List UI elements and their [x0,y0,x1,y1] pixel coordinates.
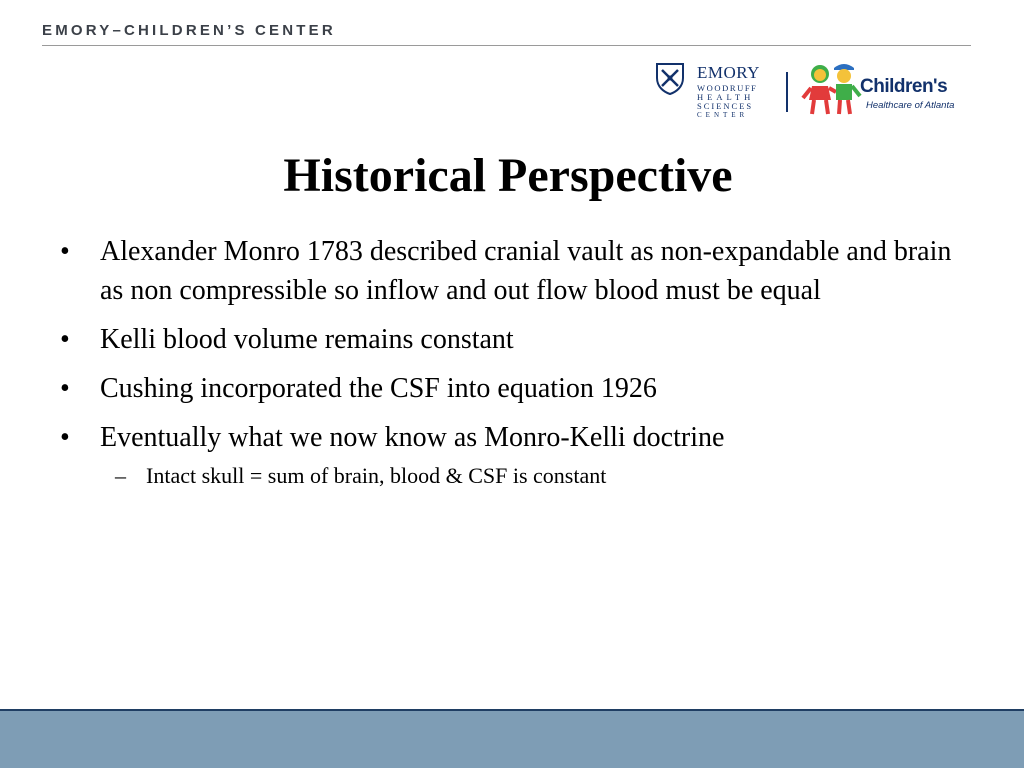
childrens-logo [800,60,980,120]
bullet-item [58,232,958,310]
emory-logo [655,62,770,130]
emory-sub-line: SCIENCES [697,101,754,111]
bullet-text: Eventually what we now know as Monro-Kelli doctrine [100,422,725,453]
emory-sub-line: CENTER [697,111,749,119]
emory-sub-line: HEALTH [697,92,755,102]
bullet-text: Kelli blood volume remains constant [100,324,514,355]
bullet-text: Alexander Monro 1783 described cranial vault as non-expandable and brain as non compressible so inflow and out flow blood must be equal [100,236,952,306]
bullet-list [58,232,958,491]
bullet-text: Cushing incorporated the CSF into equation 1926 [100,373,657,404]
sub-bullet-item [58,461,958,491]
footer-band [0,711,1024,768]
emory-shield-icon [655,62,685,96]
emory-name: EMORY [697,63,760,82]
sub-bullet-marker: – [115,463,126,488]
bullet-marker: • [60,373,70,404]
bullet-item [58,369,958,408]
sub-bullet-text: Intact skull = sum of brain, blood & CSF is constant [146,463,607,488]
bullet-item [58,320,958,359]
bullet-marker: • [60,422,70,453]
children-figures-icon [800,60,864,116]
slide-title: Historical Perspective [283,149,733,202]
bullet-marker: • [60,324,70,355]
logo-divider [786,72,788,112]
childrens-tagline: Healthcare of Atlanta [866,100,955,111]
header-org-name: EMORY–CHILDREN’S CENTER [42,22,336,39]
header-divider [42,45,971,46]
childrens-name: Children's [860,76,948,97]
bullet-item [58,418,958,457]
bullet-marker: • [60,236,70,267]
emory-subtitle [697,84,767,120]
emory-sub-line: WOODRUFF [697,83,758,93]
